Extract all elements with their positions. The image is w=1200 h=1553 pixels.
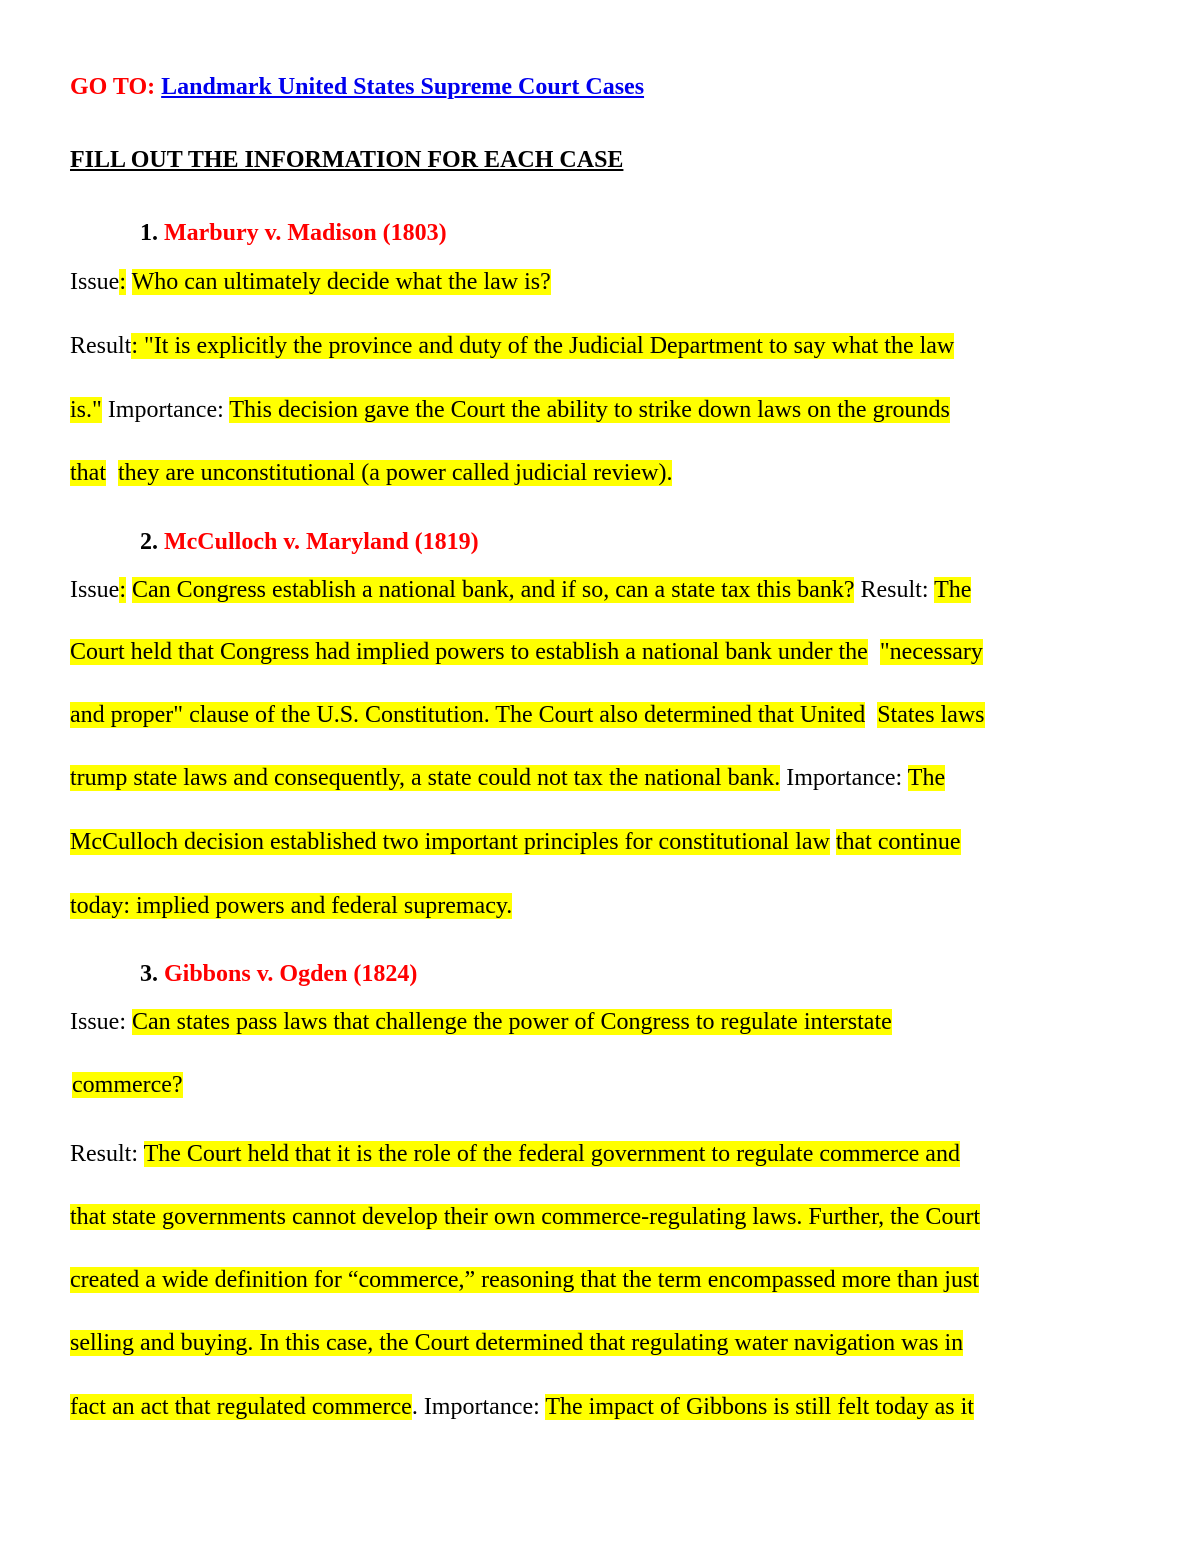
case-1-issue-text: Who can ultimately decide what the law is? [131, 269, 551, 295]
instruction-heading: FILL OUT THE INFORMATION FOR EACH CASE [70, 147, 624, 173]
issue-label: Issue [70, 1009, 120, 1035]
case-1-result-text-2: is." [70, 397, 102, 423]
importance-label: Importance [107, 397, 218, 423]
case-3-issue-line-2 [72, 1070, 183, 1100]
case-2-heading [140, 527, 479, 557]
result-label: Result [70, 1141, 132, 1167]
case-3-result-line-2 [70, 1202, 980, 1232]
case-3-result-line-3 [70, 1265, 979, 1295]
case-1-importance-text-2a: that [70, 460, 106, 486]
case-1-title: Marbury v. Madison (1803) [164, 220, 447, 246]
importance-label: Importance [786, 765, 896, 791]
goto-label: GO TO: [70, 74, 156, 100]
case-3-importance-text-1: The impact of Gibbons is still felt today as it [545, 1394, 974, 1420]
case-3-heading [140, 959, 417, 989]
case-3-result-text-2: that state governments cannot develop their own commerce-regulating laws. Further, the Court [70, 1204, 981, 1230]
case-2-importance-text-1: The [907, 765, 946, 791]
case-2-result-text-3b: States laws [877, 702, 985, 728]
case-2-result-line-3 [70, 700, 985, 730]
case-2-result-line-4: trump state laws and consequently, a state could not tax the national bank. Importance: The [70, 765, 946, 791]
case-2-result-text-3a: and proper" clause of the U.S. Constitution. The Court also determined that United [70, 702, 866, 728]
case-3-result-line-1: Result: The Court held that it is the role of the federal government to regulate commerce and [70, 1141, 960, 1167]
case-2-title: McCulloch v. Maryland (1819) [164, 529, 479, 555]
case-1-importance-line-2 [70, 458, 672, 488]
case-1-result-line-1: Result: "It is explicitly the province and duty of the Judicial Department to say what the law [70, 333, 955, 359]
case-3-result-text-1: The Court held that it is the role of the federal government to regulate commerce and [143, 1141, 960, 1167]
case-1-result-line-2: is." Importance: This decision gave the Court the ability to strike down laws on the grounds [70, 397, 950, 423]
case-2-importance-text-3: today: implied powers and federal supremacy. [70, 893, 513, 919]
case-3-result-text-4: selling and buying. In this case, the Court determined that regulating water navigation was in [70, 1330, 964, 1356]
case-2-issue-text: Can Congress establish a national bank, and if so, can a state tax this bank? [132, 577, 855, 603]
case-2-result-line-2 [70, 637, 983, 667]
case-2-importance-text-2b: that continue [835, 829, 961, 855]
goto-line [70, 72, 644, 102]
case-2-importance-text-2a: McCulloch decision established two important principles for constitutional law [70, 829, 830, 855]
case-3-result-text-5: fact an act that regulated commerce [70, 1394, 412, 1420]
case-2-result-text-2a: Court held that Congress had implied powers to establish a national bank under the [70, 639, 868, 665]
case-2-importance-line-2 [70, 827, 961, 857]
importance-label: Importance [423, 1394, 534, 1420]
issue-label: Issue [70, 269, 120, 295]
case-1-heading [140, 218, 447, 248]
case-1-importance-text-1: This decision gave the Court the ability to strike down laws on the grounds [229, 397, 950, 423]
case-1-result-text-1: "It is explicitly the province and duty of the Judicial Department to say what the law [144, 333, 955, 359]
case-3-number: 3. [140, 961, 158, 987]
case-3-issue-line-1: Issue: Can states pass laws that challenge the power of Congress to regulate interstate [70, 1009, 892, 1035]
case-3-result-line-4 [70, 1328, 963, 1358]
result-label: Result [70, 333, 132, 359]
case-2-importance-line-3 [70, 891, 512, 921]
case-3-title: Gibbons v. Ogden (1824) [164, 961, 418, 987]
case-3-issue-text-2: commerce? [72, 1072, 183, 1098]
case-1-issue-line: Issue: Who can ultimately decide what the law is? [70, 269, 551, 295]
case-3-result-text-3: created a wide definition for “commerce,” reasoning that the term encompassed more than just [70, 1267, 979, 1293]
case-2-result-text-4: trump state laws and consequently, a state could not tax the national bank. [70, 765, 781, 791]
case-1-importance-text-2b: they are unconstitutional (a power called judicial review). [118, 460, 673, 486]
case-2-result-text-2b: "necessary [879, 639, 983, 665]
case-3-result-line-5: fact an act that regulated commerce. Importance: The impact of Gibbons is still felt today as it [70, 1394, 974, 1420]
result-label: Result [860, 577, 922, 603]
case-1-number: 1. [140, 220, 158, 246]
landmark-cases-link[interactable]: Landmark United States Supreme Court Cases [161, 74, 645, 100]
issue-label: Issue [70, 577, 120, 603]
case-3-issue-text-1: Can states pass laws that challenge the power of Congress to regulate interstate [132, 1009, 892, 1035]
case-2-result-text-1: The [934, 577, 972, 603]
case-2-number: 2. [140, 529, 158, 555]
case-2-issue-line: Issue: Can Congress establish a national bank, and if so, can a state tax this bank? Result: The [70, 577, 972, 603]
